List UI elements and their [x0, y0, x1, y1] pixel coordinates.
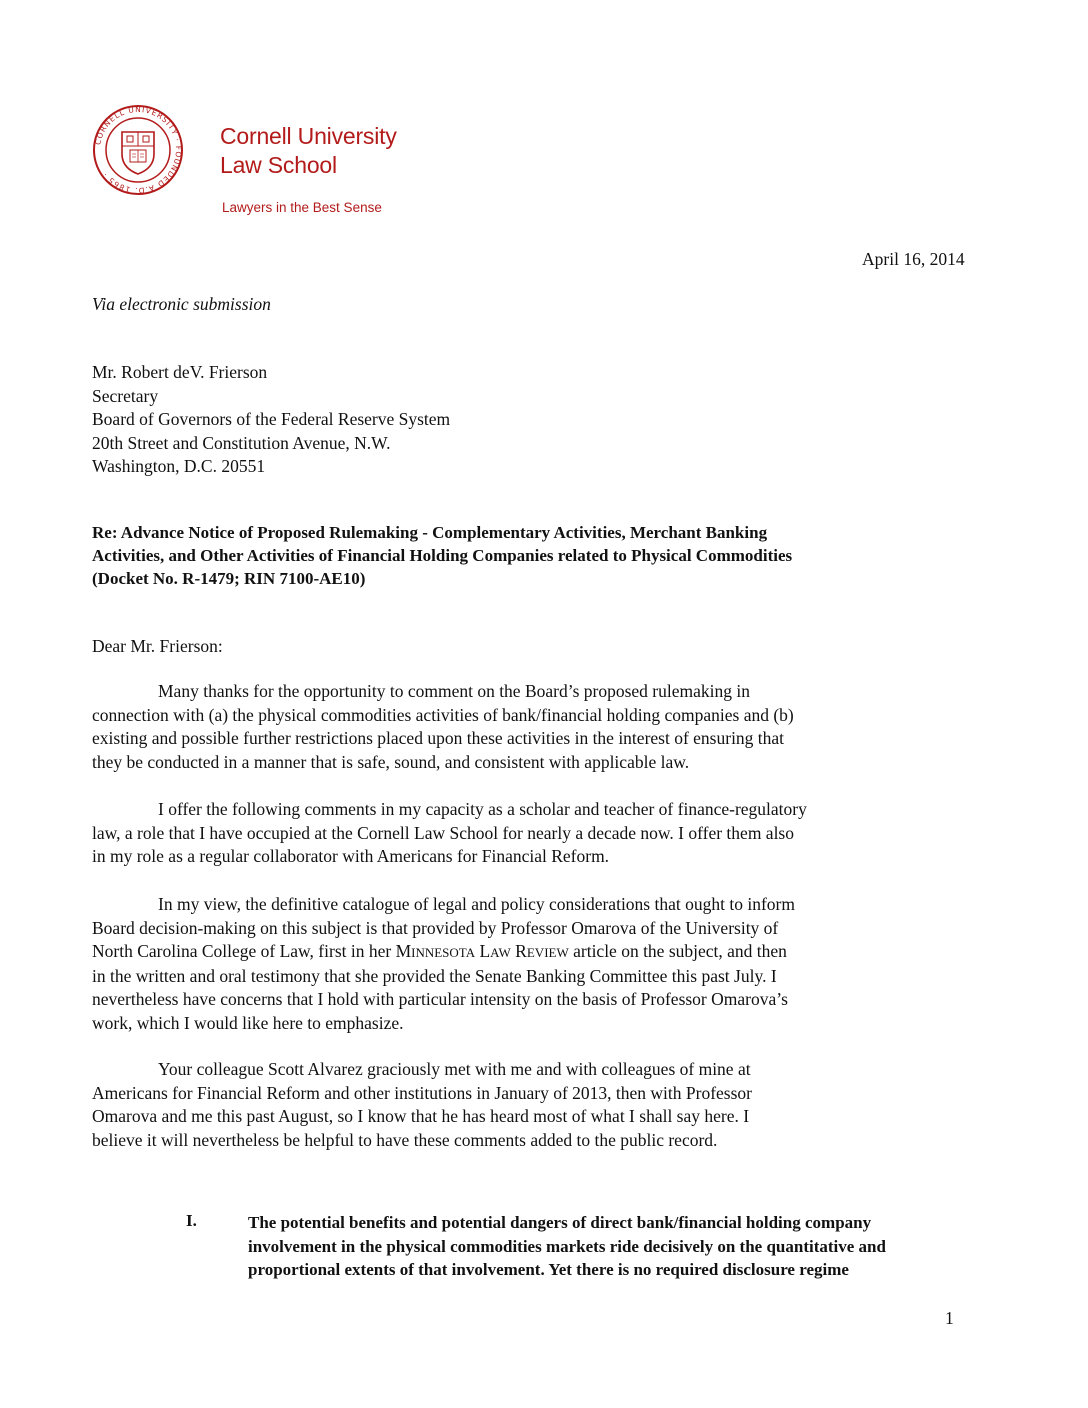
paragraph-line [92, 940, 795, 965]
paragraph-line: In my view, the definitive catalogue of legal and policy considerations that ought to inform [158, 894, 795, 914]
salutation: Dear Mr. Frierson: [92, 636, 223, 656]
journal-title-smallcaps: EVIEW [526, 945, 569, 961]
paragraph-line: in the written and oral testimony that she provided the Senate Banking Committee this past July. I [92, 965, 777, 986]
paragraph-line: Americans for Financial Reform and other institutions in January of 2013, then with Professor [92, 1082, 753, 1103]
section-heading [248, 1211, 886, 1282]
body-paragraph-1 [92, 680, 794, 774]
paragraph-text: North Carolina College of Law, first in her [92, 941, 396, 962]
recipient-line: Board of Governors of the Federal Reserve System [92, 409, 451, 429]
subject-line-text: Re: Advance Notice of Proposed Rulemaking - Complementary Activities, Merchant Banking [92, 523, 768, 542]
paragraph-line: Your colleague Scott Alvarez graciously met with me and with colleagues of mine at [158, 1059, 751, 1079]
subject-line [92, 521, 792, 590]
institution-name-line2: Law School [220, 152, 337, 178]
paragraph-line: they be conducted in a manner that is safe, sound, and consistent with applicable law. [92, 751, 690, 772]
paragraph-line: work, which I would like here to emphasize. [92, 1012, 404, 1033]
paragraph-line: existing and possible further restrictions placed upon these activities in the interest of ensuring that [92, 728, 785, 749]
paragraph-line: Omarova and me this past August, so I know that he has heard most of what I shall say here. I [92, 1106, 750, 1127]
institution-name-line1: Cornell University [220, 123, 397, 149]
recipient-line: 20th Street and Constitution Avenue, N.W. [92, 432, 391, 453]
paragraph-line: law, a role that I have occupied at the Cornell Law School for nearly a decade now. I offer them also [92, 822, 794, 843]
recipient-address [92, 361, 450, 479]
institution-name [220, 122, 397, 180]
svg-text:CORNELL UNIVERSITY · FOUNDED A: CORNELL UNIVERSITY · FOUNDED A.D. 1865 · [93, 104, 184, 196]
section-number: I. [186, 1211, 197, 1230]
section-heading-line: proportional extents of that involvement. Yet there is no required disclosure regime [248, 1260, 849, 1279]
subject-line-text: (Docket No. R-1479; RIN 7100-AE10) [92, 569, 366, 588]
journal-title-cap: R [515, 941, 527, 962]
paragraph-line: nevertheless have concerns that I hold with particular intensity on the basis of Professor Omarova’s [92, 989, 788, 1010]
journal-title-cap: L [479, 941, 491, 962]
paragraph-text: article on the subject, and then [568, 941, 787, 962]
paragraph-line: connection with (a) the physical commodities activities of bank/financial holding companies and (b) [92, 704, 794, 725]
section-heading-line: involvement in the physical commodities markets ride decisively on the quantitative and [248, 1236, 886, 1256]
paragraph-line: believe it will nevertheless be helpful to have these comments added to the public record. [92, 1129, 718, 1150]
paragraph-line: Board decision-making on this subject is that provided by Professor Omarova of the University of [92, 917, 779, 938]
section-heading-line: The potential benefits and potential dangers of direct bank/financial holding company [248, 1213, 872, 1232]
paragraph-line: Many thanks for the opportunity to comment on the Board’s proposed rulemaking in [158, 681, 750, 701]
body-paragraph-4 [92, 1058, 752, 1152]
recipient-line: Secretary [92, 385, 159, 406]
tagline: Lawyers in the Best Sense [222, 200, 382, 215]
delivery-method: Via electronic submission [92, 294, 271, 314]
paragraph-line: in my role as a regular collaborator with Americans for Financial Reform. [92, 846, 610, 867]
journal-title-smallcaps: INNESOTA [411, 945, 476, 961]
letter-date: April 16, 2014 [862, 249, 965, 269]
journal-title-cap: M [395, 941, 412, 962]
body-paragraph-2 [92, 798, 807, 869]
paragraph-line: I offer the following comments in my capacity as a scholar and teacher of finance-regulatory [158, 799, 807, 819]
cornell-seal-logo [92, 104, 184, 196]
page-number: 1 [945, 1308, 954, 1328]
body-paragraph-3 [92, 893, 795, 1036]
recipient-line: Washington, D.C. 20551 [92, 456, 266, 476]
recipient-line: Mr. Robert deV. Frierson [92, 362, 268, 382]
subject-line-text: Activities, and Other Activities of Financial Holding Companies related to Physical Commodities [92, 546, 793, 565]
journal-title-smallcaps: AW [490, 945, 511, 961]
